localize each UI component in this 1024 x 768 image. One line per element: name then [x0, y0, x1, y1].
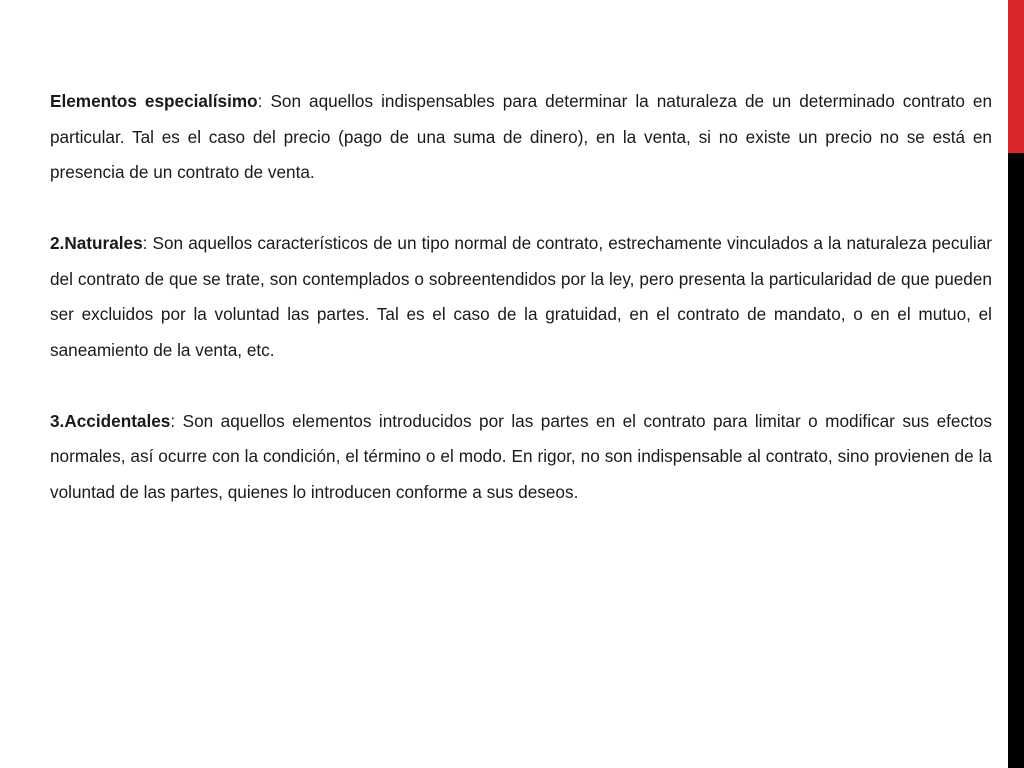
definition-especialisimo: : Son aquellos indispensables para determinar la naturaleza de un determinado contrato en particular. Tal es el caso del precio (pago de una suma de dinero), en la venta, si no existe un precio no se está en presencia de un contrato de venta.: [50, 91, 993, 182]
accent-bar-red: [1008, 0, 1024, 153]
definition-naturales: : Son aquellos característicos de un tipo normal de contrato, estrechamente vinculados a la naturaleza peculiar del contrato de que se trate, son contemplados o sobreentendidos por la ley, pero presenta la particularidad de que pueden ser excluidos por la voluntad las partes. Tal es el caso de la gratuidad, en el contrato de mandato, o en el mutuo, el saneamiento de la venta, etc.: [50, 233, 992, 360]
definition-accidentales: : Son aquellos elementos introducidos por las partes en el contrato para limitar o modificar sus efectos normales, así ocurre con la condición, el término o el modo. En rigor, no son indispensable al contrato, sino provienen de la voluntad de las partes, quienes lo introducen conforme a sus deseos.: [50, 410, 992, 502]
term-accidentales: 3.Accidentales: [50, 410, 171, 431]
paragraph-accidentales: [50, 404, 992, 511]
paragraph-naturales: [50, 226, 992, 368]
accent-bar-black: [1008, 153, 1024, 768]
paragraph-especialisimo: [50, 84, 992, 191]
slide-body: [50, 84, 992, 546]
term-especialisimo: Elementos especialísimo: [50, 91, 258, 111]
term-naturales: 2.Naturales: [50, 233, 143, 253]
